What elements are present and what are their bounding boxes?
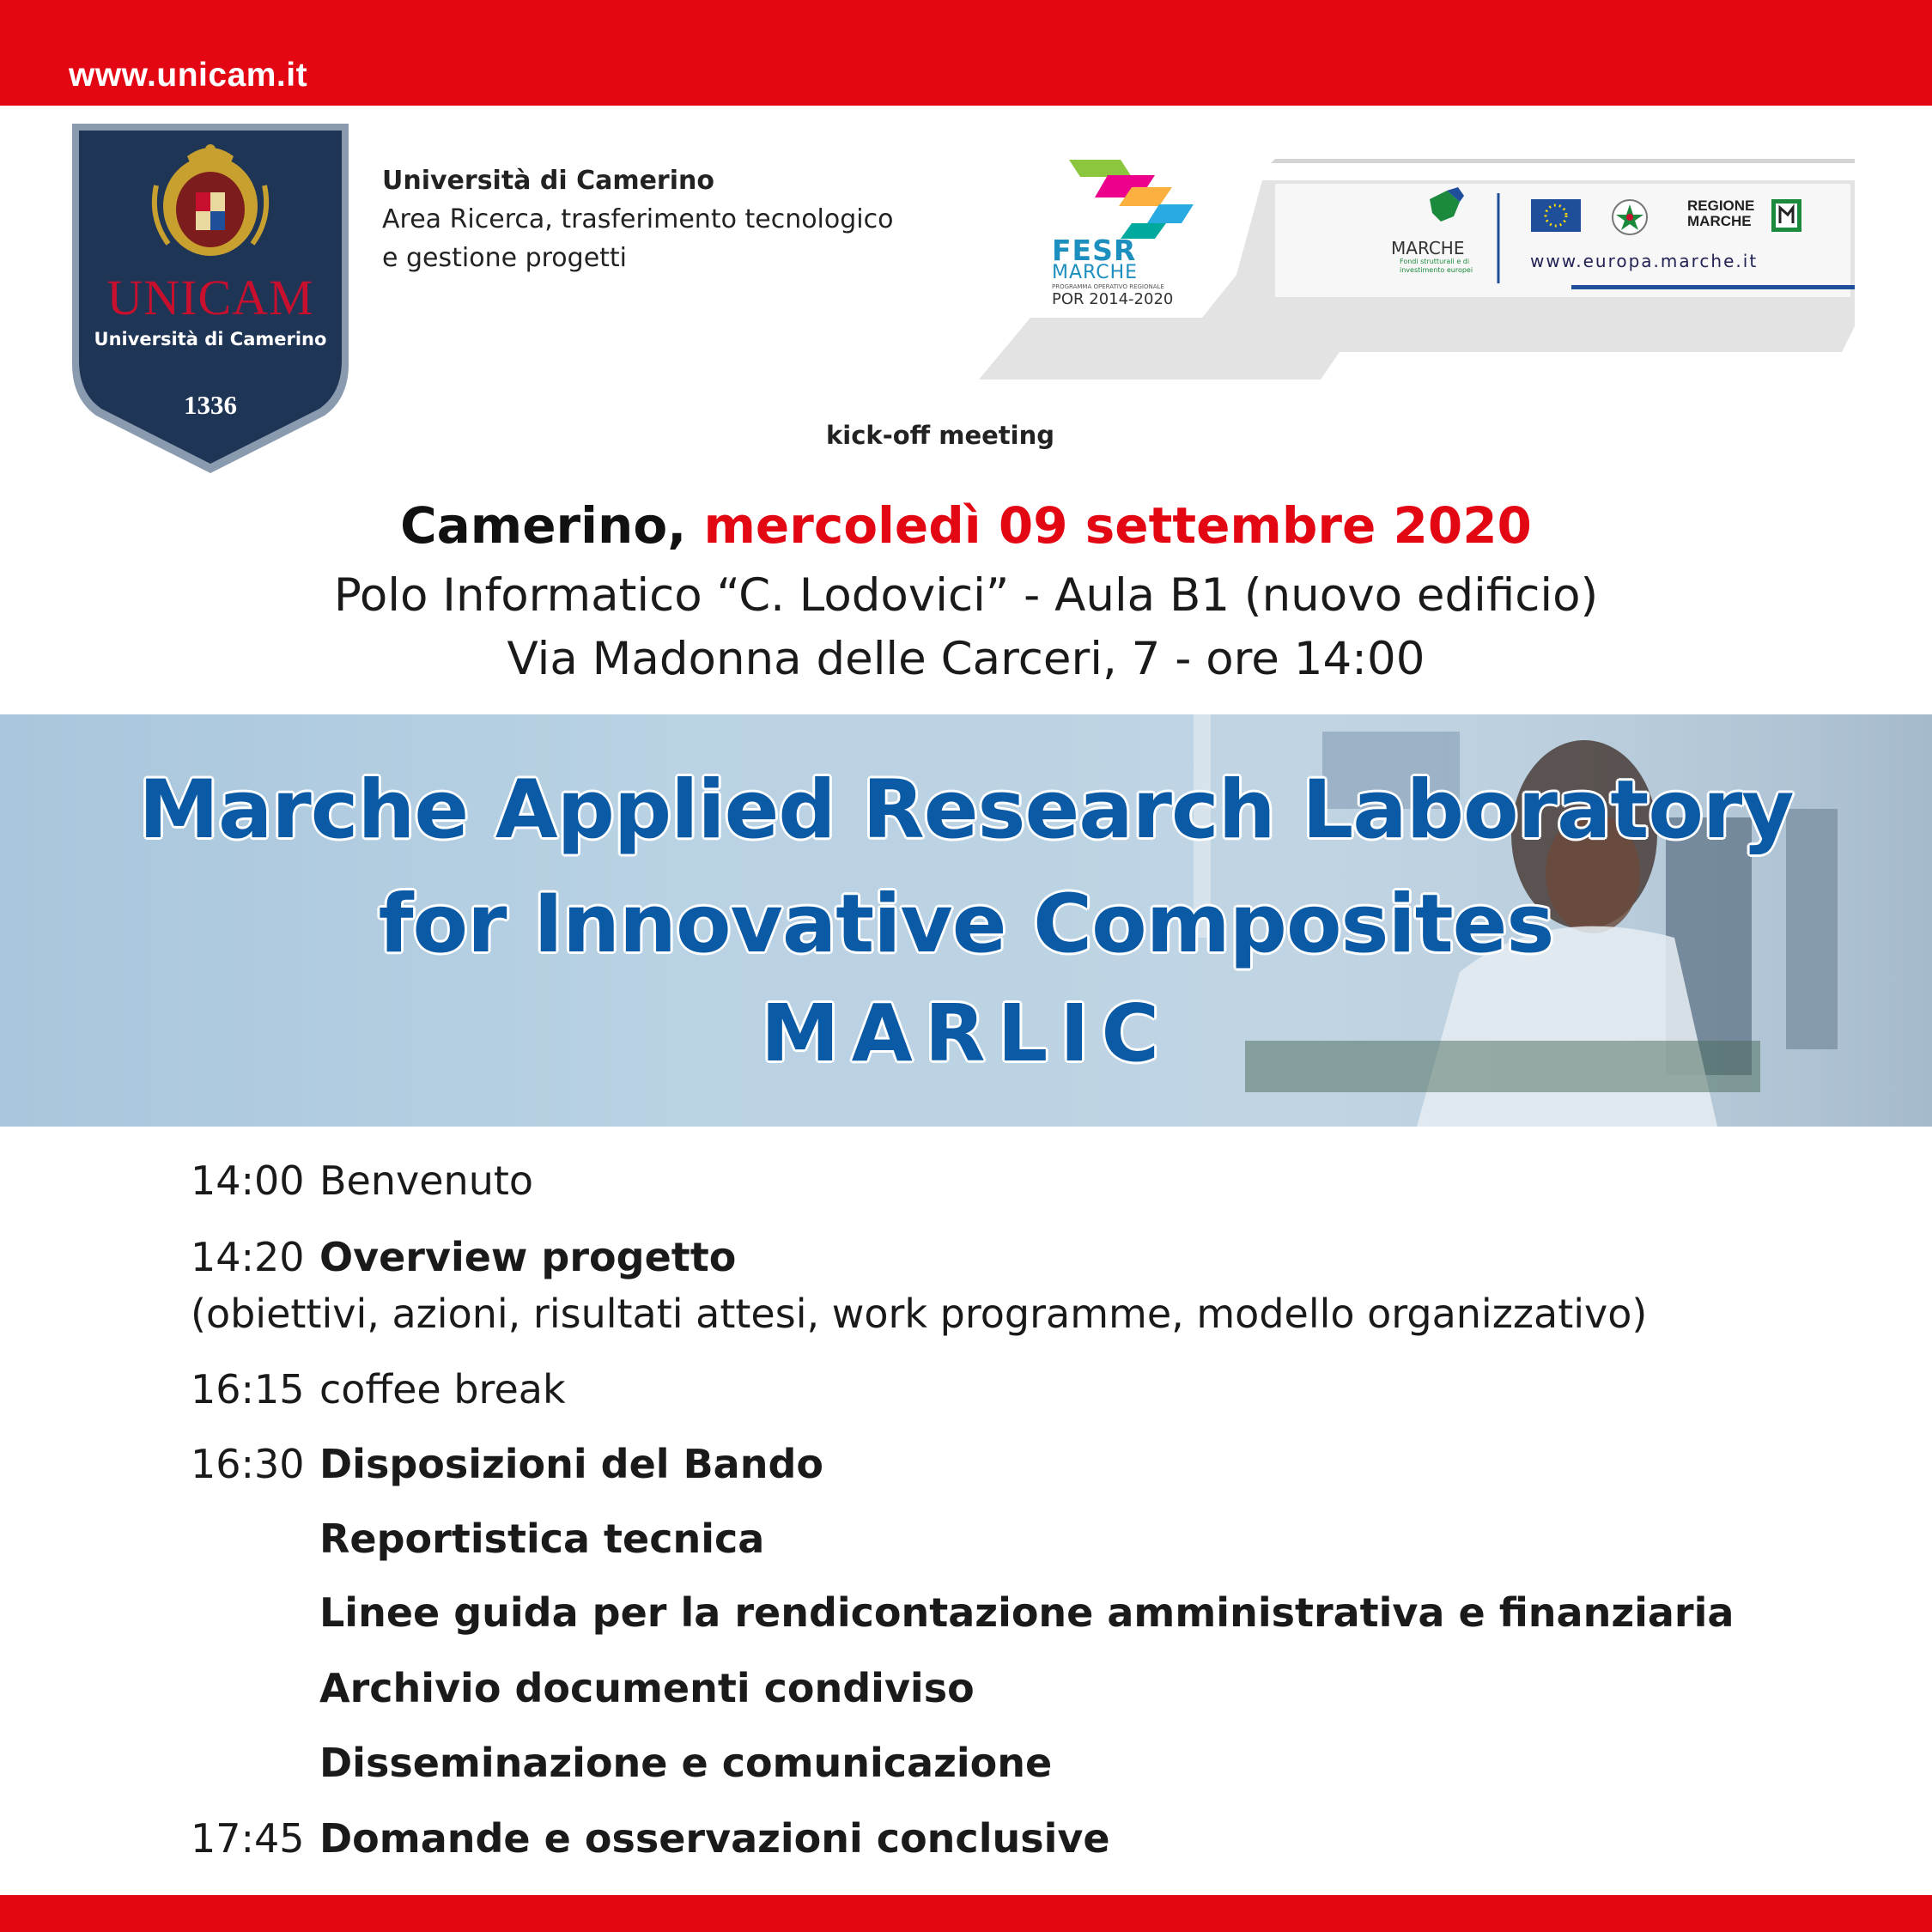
fesr-programma-label: PROGRAMMA OPERATIVO REGIONALE (1052, 283, 1164, 290)
agenda-time: 16:15 (191, 1366, 305, 1413)
fesr-marche-label: MARCHE (1052, 262, 1139, 283)
agenda-time: 16:30 (191, 1441, 305, 1487)
agenda-label: Disseminazione e comunicazione (319, 1740, 1053, 1786)
event-date: mercoledì 09 settembre 2020 (703, 496, 1532, 555)
event-address: Via Madonna delle Carceri, 7 - ore 14:00 (507, 633, 1425, 685)
university-info (382, 161, 893, 277)
university-name: Università di Camerino (382, 166, 714, 196)
fesr-shapes-icon (1069, 160, 1194, 239)
unicam-year: 1336 (184, 390, 237, 420)
agenda-label: Overview progetto (319, 1234, 737, 1280)
regione-marche-icon (1771, 199, 1801, 232)
university-area-cont: e gestione progetti (382, 243, 628, 273)
unicam-subtitle: Università di Camerino (94, 329, 327, 349)
agenda-label: Archivio documenti condiviso (319, 1665, 975, 1711)
university-area: Area Ricerca, trasferimento tecnologico (382, 204, 894, 234)
agenda-label: coffee break (319, 1366, 566, 1413)
project-title-line1: Marche Applied Research Laboratory (138, 763, 1794, 857)
agenda-label: Linee guida per la rendicontazione amministrativa e finanziaria (319, 1589, 1735, 1636)
event-type (0, 421, 1932, 450)
agenda-label: Domande e osservazioni conclusive (319, 1815, 1110, 1862)
eu-flag-icon (1531, 199, 1581, 232)
agenda-label: Reportistica tecnica (319, 1516, 765, 1562)
europa-marche-link[interactable]: www.europa.marche.it (1530, 251, 1759, 271)
project-acronym: MARLIC (761, 987, 1171, 1079)
event-city: Camerino (400, 496, 668, 555)
regione-line1: REGIONE (1687, 197, 1755, 214)
bottom-bar (0, 1895, 1932, 1932)
agenda-label: Disposizioni del Bando (319, 1441, 823, 1487)
fesr-label: FESR (1052, 234, 1137, 267)
marche-fondi-label: Fondi strutturali e di investimento europei (1400, 258, 1473, 274)
agenda-time: 14:20 (191, 1234, 305, 1280)
agenda-time: 17:45 (191, 1815, 305, 1862)
event-type-text: kick-off meeting (825, 421, 1054, 450)
fesr-por-label: POR 2014-2020 (1052, 290, 1174, 308)
regione-marche-label (1687, 198, 1754, 229)
top-bar (0, 0, 1932, 106)
event-venue: Polo Informatico “C. Lodovici” - Aula B1 (nuovo edificio) (333, 569, 1599, 622)
website-link[interactable]: www.unicam.it (69, 57, 308, 94)
italy-emblem-icon (1613, 200, 1647, 234)
regione-line2: MARCHE (1687, 213, 1752, 229)
hero-banner (0, 714, 1932, 1127)
project-title-line2: for Innovative Composites (378, 878, 1554, 971)
agenda-note-text: (obiettivi, azioni, risultati attesi, work programme, modello organizzativo) (191, 1291, 1648, 1337)
marche-label: MARCHE (1391, 238, 1465, 258)
unicam-wordmark: UNICAM (106, 270, 314, 325)
event-separator: , (667, 496, 687, 555)
agenda-time: 14:00 (191, 1157, 305, 1204)
agenda-label: Benvenuto (319, 1157, 534, 1204)
event-date-line (0, 496, 1932, 555)
